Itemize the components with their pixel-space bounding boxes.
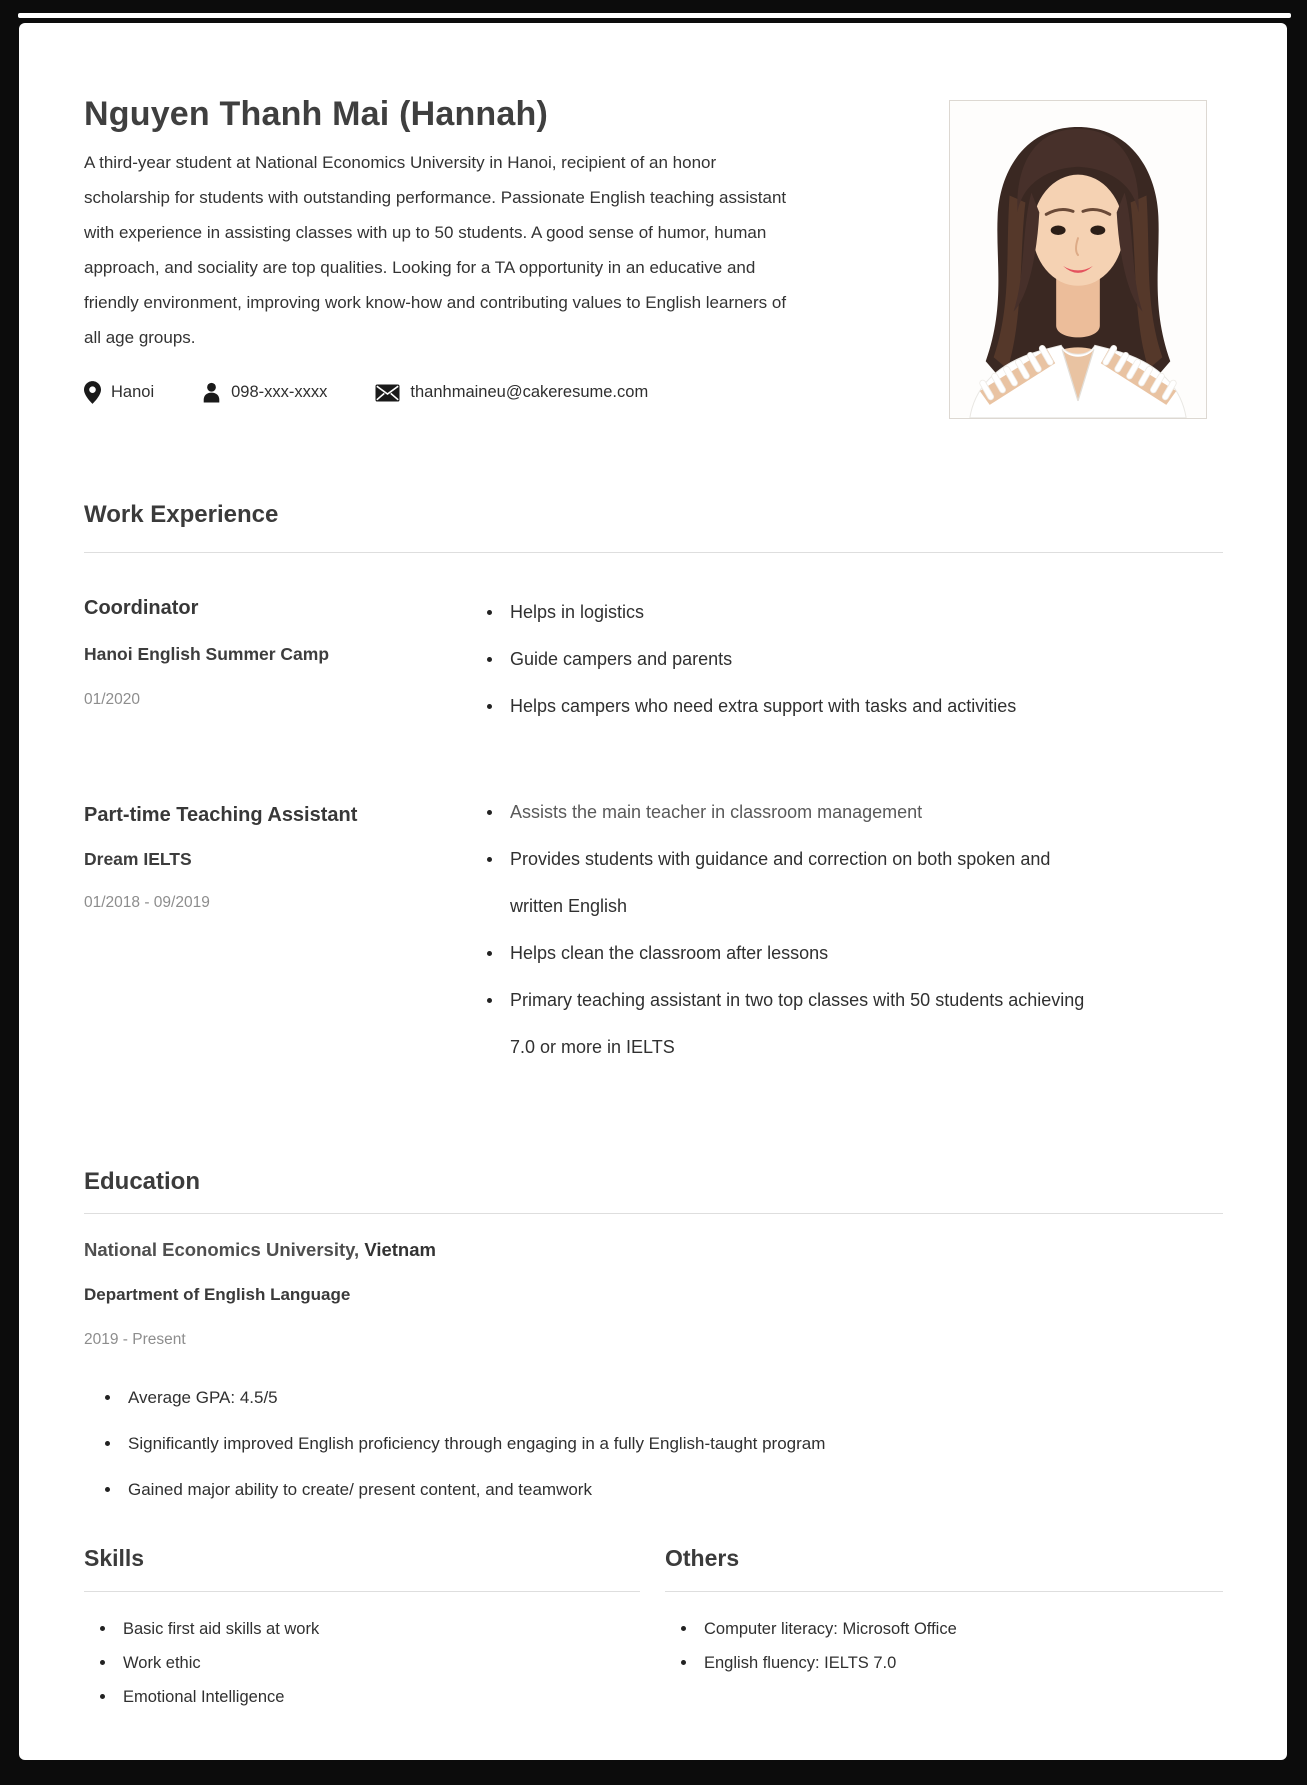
contact-email-text: thanhmaineu@cakeresume.com [410, 383, 649, 401]
job-company: Hanoi English Summer Camp [84, 644, 330, 664]
contact-phone [202, 382, 327, 403]
bullet-item: Provides students with guidance and correction on both spoken and written English [485, 836, 1085, 930]
bullet-item: Gained major ability to create/ present content, and teamwork [103, 1467, 1193, 1513]
section-title-education: Education [84, 1168, 201, 1195]
contact-row [84, 381, 648, 404]
bullet-item: Helps in logistics [485, 589, 1085, 636]
job-dates: 01/2018 - 09/2019 [84, 894, 210, 911]
bullet-item: Emotional Intelligence [98, 1680, 618, 1714]
section-title-others: Others [665, 1545, 740, 1571]
bullet-item: Significantly improved English proficiency through engaging in a fully English-taught program [103, 1421, 1193, 1467]
portrait-illustration [950, 101, 1206, 418]
candidate-name: Nguyen Thanh Mai (Hannah) [84, 95, 548, 133]
profile-summary: A third-year student at National Economics University in Hanoi, recipient of an honor scholarship for students with outstanding performance. Passionate English teaching assistant with experience in assisting classes with up to 50 students. A good sense of humor, human approach, and sociality are top qualities. Looking for a TA opportunity in an educative and friendly environment, improving work know-how and contributing values to English learners of all age groups. [84, 153, 787, 347]
divider [665, 1591, 1223, 1592]
contact-location-text: Hanoi [111, 383, 155, 401]
education-dates: 2019 - Present [84, 1331, 186, 1348]
contact-email [375, 383, 648, 402]
education-bullet-list [103, 1375, 1193, 1513]
portrait-photo [949, 100, 1207, 419]
school-name: National Economics University, [84, 1239, 360, 1260]
job-role: Part-time Teaching Assistant [84, 804, 358, 826]
divider [84, 1213, 1223, 1214]
bullet-item: Basic first aid skills at work [98, 1612, 618, 1646]
education-school-line [84, 1239, 436, 1261]
bullet-item: Work ethic [98, 1646, 618, 1680]
bullet-item: Guide campers and parents [485, 636, 1085, 683]
bullet-item: Computer literacy: Microsoft Office [679, 1612, 1199, 1646]
divider [84, 552, 1223, 553]
education-department: Department of English Language [84, 1285, 351, 1304]
envelope-icon [375, 384, 400, 402]
bullet-item: Helps campers who need extra support with tasks and activities [485, 683, 1085, 730]
school-country: Vietnam [364, 1239, 436, 1260]
bullet-item: Helps clean the classroom after lessons [485, 930, 1085, 977]
job-bullet-list [485, 589, 1085, 730]
resume-page [19, 23, 1287, 1760]
top-pinstripe [18, 13, 1291, 18]
contact-location [84, 381, 154, 404]
bullet-item: Average GPA: 4.5/5 [103, 1375, 1193, 1421]
skills-bullet-list [98, 1612, 618, 1714]
others-bullet-list [679, 1612, 1199, 1680]
job-bullet-list [485, 789, 1085, 1071]
person-icon [202, 382, 221, 403]
job-role: Coordinator [84, 597, 199, 619]
bullet-item: English fluency: IELTS 7.0 [679, 1646, 1199, 1680]
location-pin-icon [84, 381, 101, 404]
divider [84, 1591, 640, 1592]
job-company: Dream IELTS [84, 849, 192, 869]
section-title-work-experience: Work Experience [84, 501, 279, 528]
bullet-item: Primary teaching assistant in two top classes with 50 students achieving 7.0 or more in IELTS [485, 977, 1085, 1071]
job-dates: 01/2020 [84, 691, 141, 708]
bullet-item: Assists the main teacher in classroom management [485, 789, 1085, 836]
section-title-skills: Skills [84, 1545, 145, 1571]
contact-phone-text: 098-xxx-xxxx [231, 383, 328, 401]
